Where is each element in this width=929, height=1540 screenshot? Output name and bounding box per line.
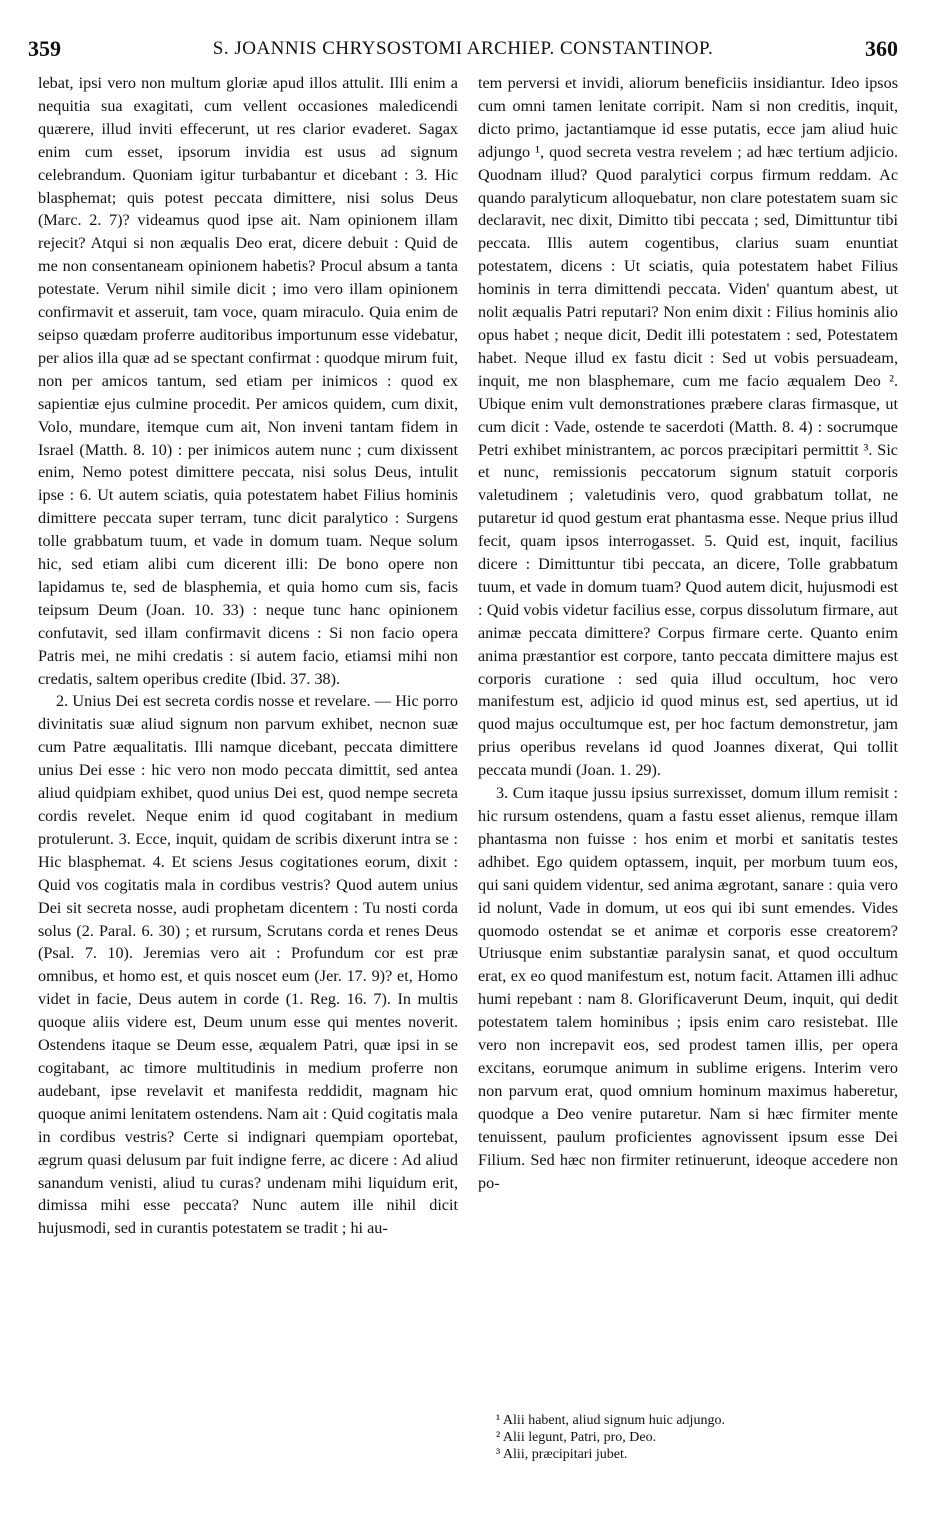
footnotes — [478, 1412, 898, 1463]
left-column — [38, 72, 458, 1240]
page-number-left: 359 — [28, 36, 61, 61]
footnote: ² Alii legunt, Patri, pro, Deo. — [496, 1430, 657, 1445]
footnote: ³ Alii, præcipitari jubet. — [496, 1447, 628, 1462]
right-column — [478, 72, 898, 1194]
paragraph: 2. Unius Dei est secreta cordis nosse et revelare. — Hic porro divinitatis suæ aliud signum non parvum exhibet, necnon suæ cum Patre æqualitatis. Illi namque dicebant, peccata dimittere unius Dei esse : hic vero non modo peccata dimittit, sed antea aliud quidpiam exhibet, quod unius Dei est, quod nempe secreta cordis revelet. Neque enim id quod cogitabant in medium protulerunt. 3. Ecce, inquit, quidam de scribis dixerunt intra se : Hic blasphemat. 4. Et sciens Jesus cogitationes eorum, dixit : Quid vos cogitatis mala in cordibus vestris? Quod autem unius Dei sit secreta nosse, audi prophetam dicentem : Tu nosti corda solus (2. Paral. 6. 30) ; et rursum, Scrutans corda et renes Deus (Psal. 7. 10). Jeremias vero ait : Profundum cor est præ omnibus, et homo est, et quis noscet eum (Jer. 17. 9)? et, Homo videt in facie, Deus autem in corde (1. Reg. 16. 7). In multis quoque aliis videre est, Deum unum esse qui mentes noverit. Ostendens itaque se Deum esse, æqualem Patri, quæ ipsi in se cogitabant, ac timore multitudinis in medium proferre non audebant, ipse revelavit et manifesta reddidit, magnam hic quoque animi lenitatem ostendens. Nam ait : Quid cogitatis mala in cordibus vestris? Certe si indignari quempiam oportebat, ægrum quasi delusum par fuit indigne ferre, ac dicere : Ad aliud sanandum venisti, aliud tu curas? undenam mihi liquidum erit, dimissa mihi esse peccata? Nunc autem ille nihil dicit hujusmodi, sed in curantis potestatem se tradit ; hi au- — [38, 692, 458, 1238]
page-number-right: 360 — [865, 36, 898, 61]
running-title: S. JOANNIS CHRYSOSTOMI ARCHIEP. CONSTANTINOP. — [212, 38, 714, 59]
paragraph: tem perversi et invidi, aliorum beneficiis insidiantur. Ideo ipsos cum omni tamen lenitate corripit. Nam si non creditis, inquit, dicto primo, jactantiamque id esse putatis, ecce jam aliud huic adjungo ¹, quod secreta vestra revelem ; ad hæc tertium adjicio. Quodnam illud? Quod paralytici corpus firmum reddam. Ac quando paralyticum alloquebatur, non clare potestatem suam sic declaravit, nec dixit, Dimitto tibi peccata ; sed, Dimittuntur tibi peccata. Illis autem cogentibus, clarius suam enuntiat potestatem, dicens : Ut sciatis, quia potestatem habet Filius hominis in terra dimittendi peccata. Viden' quantum abest, ut nolit æqualis Patri reputari? Non enim dixit : Filius hominis alio opus habet ; neque dicit, Dedit illi potestatem : sed, Potestatem habet. Neque illud ex fastu dicit : Sed ut vobis persuadeam, inquit, me non blasphemare, cum me facio æqualem Deo ². Ubique enim vult demonstrationes præbere claras firmasque, ut cum dicit : Vade, ostende te sacerdoti (Matth. 8. 4) : socrumque Petri exhibet ministrantem, ac porcos præcipitari permittit ³. Sic et nunc, remissionis peccatorum signum statuit corporis valetudinem ; valetudinis vero, quod grabbatum tollat, ne putaretur id quod gestum erat phantasma esse. Neque prius illud fecit, quam ipsos interrogasset. 5. Quid est, inquit, facilius dicere : Dimittuntur tibi peccata, an dicere, Tolle grabbatum tuum, et vade in domum tuam? Quod autem dicit, hujusmodi est : Quid vobis videtur facilius esse, corpus dissolutum firmare, aut animæ peccata dimittere? Corpus firmare certe. Quanto enim anima præstantior est corpore, tanto peccata dimittere majus est corporis curatione : sed quia illud occultum, hoc vero manifestum est, adjicio id quod minus est, sed apertius, ut id quod majus occultumque est, per hoc factum demonstretur, jam prius operibus revelans id quod Joannes dixerat, Qui tollit peccata mundi (Joan. 1. 29). — [478, 74, 898, 780]
footnote: ¹ Alii habent, aliud signum huic adjungo. — [496, 1413, 725, 1428]
paragraph: 3. Cum itaque jussu ipsius surrexisset, domum illum remisit : hic rursum ostendens, quam a fastu esset alienus, remque illam phantasma non fuisse : hos enim et morbi et sanitatis testes adhibet. Ego quidem optassem, inquit, per morbum tuum eos, qui sani quidem videntur, sed anima ægrotant, sanare : quia vero id nolunt, Vade in domum, ut eos qui ibi sunt emendes. Vides quomodo ostendat se et animæ et corporis esse creatorem? Utriusque enim substantiæ paralysin sanat, et quod occultum erat, ex eo quod manifestum est, notum facit. Attamen illi adhuc humi repebant : nam 8. Glorificaverunt Deum, inquit, qui dedit potestatem talem hominibus ; ipsis enim caro resistebat. Ille vero non increpavit eos, sed prodest tamen illis, per opera excitans, eorumque animum in sublime erigens. Interim vero non parvum erat, quod omnium hominum maximus haberetur, quodque a Deo venire putaretur. Nam si hæc firmiter mente tenuissent, paulum proficientes agnovissent ipsum esse Dei Filium. Sed hæc non firmiter retinuerunt, ideoque accedere non po- — [478, 784, 898, 1192]
running-header — [28, 30, 898, 70]
paragraph: lebat, ipsi vero non multum gloriæ apud illos attulit. Illi enim a nequitia sua exagitati, cum vellent occasiones maledicendi quærere, illud inviti effecerunt, ut res clarior evaderet. Sagax enim cum esset, ipsorum invidia est usus ad signum celebrandum. Quoniam igitur turbabantur et dicebant : 3. Hic blasphemat; quis potest peccata dimittere, nisi solus Deus (Marc. 2. 7)? videamus quod ipse ait. Nam opinionem illam rejecit? Atqui si non æqualis Deo erat, dicere debuit : Quid de me non consentaneam opinionem habetis? Procul absum a tanta potestate. Verum nihil simile dicit ; imo vero illam opinionem confirmavit et asseruit, tam voce, quam miraculo. Quia enim de seipso quædam proferre auditoribus importunum esse videbatur, per alios illa quæ ad se spectant confirmat : quodque mirum fuit, non per amicos tantum, sed etiam per inimicos : quod ex sapientiæ ejus culmine procedit. Per amicos quidem, cum dixit, Volo, mundare, itemque cum ait, Non inveni tantam fidem in Israel (Matth. 8. 10) : per inimicos autem nunc ; cum dixissent enim, Nemo potest dimittere peccata, nisi solus Deus, intulit ipse : 6. Ut autem sciatis, quia potestatem habet Filius hominis dimittere peccata super terram, tunc dicit paralytico : Surgens tolle grabbatum tuum, et vade in domum tuam. Neque solum hic, sed etiam alibi cum dicerent illi: De bono opere non lapidamus te, sed de blasphemia, et quia homo cum sis, facis teipsum Deum (Joan. 10. 33) : neque tunc hanc opinionem confutavit, sed illam confirmavit dicens : Si non facio opera Patris mei, ne mihi credatis : si autem facio, etiamsi mihi non credatis, saltem operibus credite (Ibid. 37. 38). — [38, 74, 458, 688]
